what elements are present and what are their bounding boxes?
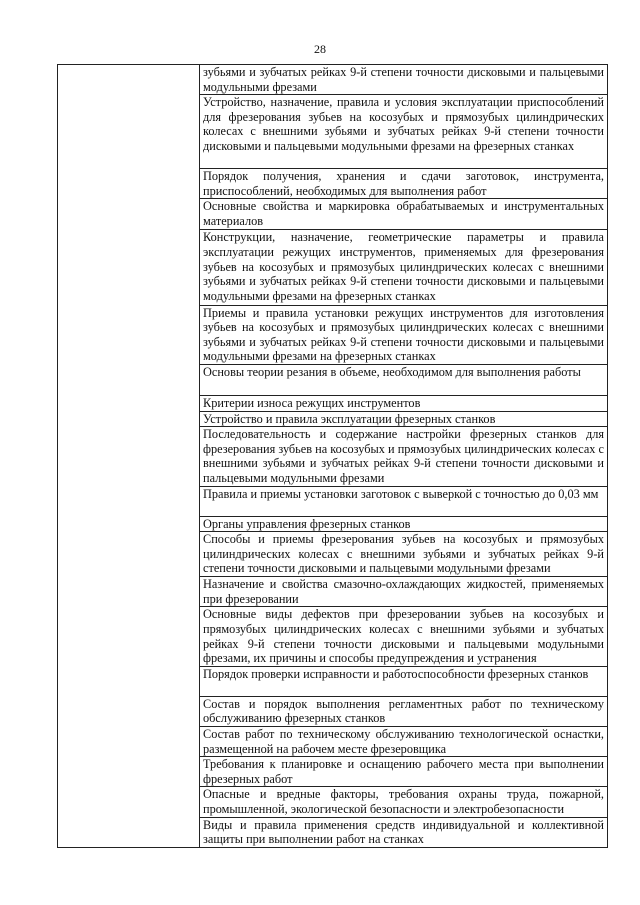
table-cell: Органы управления фрезерных станков bbox=[200, 516, 608, 532]
page-number: 28 bbox=[314, 42, 326, 56]
left-column-cell bbox=[58, 65, 200, 848]
table-cell: Критерии износа режущих инструментов bbox=[200, 395, 608, 411]
table-cell: Состав работ по техническому обслуживанию технологической оснастки, размещенной на рабочем месте фрезеровщика bbox=[200, 727, 608, 757]
table-row bbox=[58, 65, 608, 95]
table-cell: Требования к планировке и оснащению рабочего места при выполнении фрезерных работ bbox=[200, 757, 608, 787]
table-cell: Порядок проверки исправности и работоспособности фрезерных станков bbox=[200, 666, 608, 696]
knowledge-table bbox=[57, 64, 608, 848]
table-cell: Назначение и свойства смазочно-охлаждающих жидкостей, применяемых при фрезеровании bbox=[200, 577, 608, 607]
table-cell: Виды и правила применения средств индивидуальной и коллективной защиты при выполнении работ на станках bbox=[200, 817, 608, 847]
table-cell: Способы и приемы фрезерования зубьев на косозубых и прямозубых цилиндрических колесах с внешними зубьями и зубчатых рейках 9-й степени точности дисковыми и пальцевыми модульными фрезами bbox=[200, 532, 608, 577]
table-cell: Правила и приемы установки заготовок с выверкой с точностью до 0,03 мм bbox=[200, 486, 608, 516]
table-cell: Последовательность и содержание настройки фрезерных станков для фрезерования зубьев на косозубых и прямозубых цилиндрических колесах с внешними зубьями и зубчатых рейках 9-й степени точности дисковыми и пальцевыми модульными фрезами bbox=[200, 427, 608, 486]
table-cell: Опасные и вредные факторы, требования охраны труда, пожарной, промышленной, экологической безопасности и электробезопасности bbox=[200, 787, 608, 817]
table-cell: Основные виды дефектов при фрезеровании зубьев на косозубых и прямозубых цилиндрических колесах с внешними зубьями и зубчатых рейках 9-й степени точности дисковыми и пальцевыми модульными фрезами, их причины и способы предупреждения и устранения bbox=[200, 607, 608, 666]
table-cell: Устройство и правила эксплуатации фрезерных станков bbox=[200, 411, 608, 427]
table-cell: Состав и порядок выполнения регламентных работ по техническому обслуживанию фрезерных станков bbox=[200, 696, 608, 726]
table-cell: Устройство, назначение, правила и условия эксплуатации приспособлений для фрезерования зубьев на косозубых и прямозубых цилиндрических колесах с внешними зубьями и зубчатых рейках 9-й степени точности дисковыми и пальцевыми модульными фрезами на фрезерных станках bbox=[200, 95, 608, 169]
table-cell: зубьями и зубчатых рейках 9-й степени точности дисковыми и пальцевыми модульными фрезами bbox=[200, 65, 608, 95]
table-cell: Приемы и правила установки режущих инструментов для изготовления зубьев на косозубых и прямозубых цилиндрических колесах с внешними зубьями и зубчатых рейках 9-й степени точности дисковыми и пальцевыми модульными фрезами на фрезерных станках bbox=[200, 305, 608, 364]
table-cell: Основы теории резания в объеме, необходимом для выполнения работы bbox=[200, 364, 608, 395]
table-cell: Основные свойства и маркировка обрабатываемых и инструментальных материалов bbox=[200, 199, 608, 230]
table-cell: Конструкции, назначение, геометрические параметры и правила эксплуатации режущих инструментов, применяемых для фрезерования зубьев на косозубых и прямозубых цилиндрических колесах с внешними зубьями и зубчатых рейках 9-й степени точности дисковыми и пальцевыми модульными фрезами на фрезерных станках bbox=[200, 230, 608, 305]
table-cell: Порядок получения, хранения и сдачи заготовок, инструмента, приспособлений, необходимых для выполнения работ bbox=[200, 169, 608, 199]
